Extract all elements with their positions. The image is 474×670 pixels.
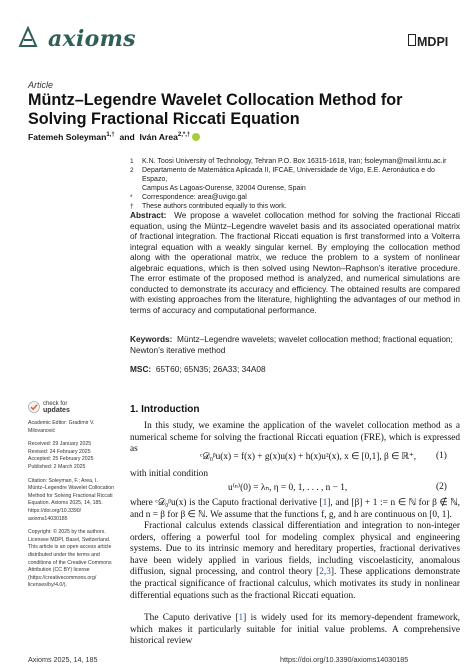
- affiliation-mark: †: [130, 203, 134, 210]
- published-date: Published: 2 March 2025: [28, 463, 86, 470]
- doi-link[interactable]: https://doi.org/10.3390/: [28, 507, 82, 514]
- affiliation-text: K.N. Toosi University of Technology, Tehran P.O. Box 16315-1618, Iran; fsoleyman@mail.kntu.ac.ir: [142, 158, 447, 165]
- journal-name[interactable]: axioms: [48, 26, 136, 52]
- msc-text: 65T60; 65N35; 26A33; 34A08: [155, 364, 266, 374]
- revised-date: Revised: 24 February 2025: [28, 448, 91, 455]
- journal-logo-icon: [18, 26, 38, 48]
- msc-codes: [130, 364, 460, 374]
- keywords-text: Müntz–Legendre wavelets; wavelet collocation method; fractional equation; Newton’s iterative method: [130, 334, 453, 355]
- abstract-label: Abstract:: [130, 210, 167, 220]
- keywords-label: Keywords:: [130, 334, 173, 344]
- author-affiliation-mark: 2,*,†: [177, 132, 191, 139]
- intro-text: with initial condition: [130, 469, 208, 479]
- abstract-text: We propose a wavelet collocation method for solving the fractional Riccati equation, using the Müntz–Legendre wavelet basis and its associated operational matrix of fractional integration. The fractional Riccati equation is first transformed into a Volterra integral equation with a weakly singular kernel. By employing the collocation method along with the operational matrix, we reduce the problem to a system of nonlinear algebraic equations, which is then solved using Newton–Raphson’s iterative procedure. The error estimate of the proposed method is analyzed, and numerical simulations are conducted to demonstrate its accuracy and efficiency. The obtained results are compared with existing approaches from the literature, highlighting the advantages of our method in terms of accuracy and computational performance.: [130, 210, 460, 315]
- intro-paragraph: where ᶜ𝒟₀ᵝu(x) is the Caputo fractional derivative [1], and [β] + 1 := n ∈ ℕ for β ∉ ℕ, and n = β for β ∈ ℕ. We assume that the functions f, g, and h are continuous on [0, 1].: [130, 498, 460, 520]
- keywords: [130, 334, 460, 355]
- equation-number: (2): [436, 482, 447, 492]
- check-for-updates[interactable]: check for updates: [43, 401, 70, 414]
- affiliation-item: [130, 157, 460, 166]
- equation-2: u⁽ⁿ⁾(0) = λₙ, η = 0, 1, . . . , n − 1,: [228, 483, 348, 493]
- equation-number: (1): [436, 451, 447, 461]
- footer-doi-link[interactable]: https://doi.org/10.3390/axioms14030185: [280, 655, 409, 664]
- correspondence-text[interactable]: Correspondence: area@uvigo.gal: [142, 194, 247, 201]
- author-name[interactable]: Iván Area: [139, 132, 178, 142]
- author-affiliation-mark: 1,†: [106, 132, 115, 139]
- footer-citation: Axioms 2025, 14, 185: [28, 655, 98, 664]
- author-conjunction: and: [119, 132, 135, 142]
- intro-paragraph: In this study, we examine the application of the wavelet collocation method as a numerical scheme for solving the fractional Riccati equation (FRE), which is expressed as: [130, 421, 460, 455]
- intro-paragraph: The Caputo derivative [1] is widely used for its memory-dependent framework, which makes it particularly suitable for initial value problems. A comprehensive historical review: [130, 613, 460, 647]
- affiliation-mark: *: [130, 194, 133, 201]
- affiliation-mark: 1: [130, 158, 134, 165]
- license-link[interactable]: (https://creativecommons.org/: [28, 574, 97, 581]
- article-type: Article: [28, 80, 54, 90]
- paper-title: Müntz–Legendre Wavelet Collocation Method for Solving Fractional Riccati Equation: [28, 91, 403, 128]
- affiliation-mark: 2: [130, 167, 134, 174]
- intro-paragraph: Fractional calculus extends classical differentiation and integration to non-integer orders, offering a powerful tool for modeling complex physical and engineering systems. Due to its intrinsic memory and hereditary properties, fractional derivatives have been widely applied in various fields, including viscoelasticity, anomalous diffusion, signal processing, and control theory [2,3]. These applications demonstrate the practical significance of fractional calculus, which motivates its study in nonlinear differential equations such as the fractional Riccati equation.: [130, 521, 460, 601]
- affiliation-text: Departamento de Matemática Aplicada II, IFCAE, Universidade de Vigo, E.E. Aeronáutica e do Espazo, Campus As Lagoas-Ourense, 32004 Ourense, Spain: [142, 167, 435, 192]
- academic-editor: Academic Editor: Gradimir V. Milovanović: [28, 420, 95, 434]
- article-sidebar: [28, 420, 126, 590]
- check-for-updates-icon[interactable]: [28, 401, 40, 413]
- citation-block: Citation: Soleyman, F.; Area, I. Müntz–Legendre Wavelet Collocation Method for Solving Fractional Riccati Equation. Axioms 2025, 14, 185. https://doi.org/10.3390/ axioms14030185: [28, 478, 126, 524]
- copyright-block: Copyright: © 2025 by the authors. Licensee MDPI, Basel, Switzerland. This article is an open access article distributed under the terms and conditions of the Creative Commons Attribution (CC BY) license (https://creativecommons.org/ licenses/by/4.0/).: [28, 529, 126, 590]
- accepted-date: Accepted: 25 February 2025: [28, 456, 94, 463]
- author-list: [28, 132, 200, 142]
- reference-link[interactable]: 2,3: [319, 567, 331, 578]
- section-heading: 1. Introduction: [130, 404, 200, 415]
- received-date: Received: 29 January 2025: [28, 441, 92, 448]
- affiliation-item: [130, 193, 460, 202]
- affiliation-text: These authors contributed equally to this work.: [142, 203, 287, 210]
- publisher-name[interactable]: MDPI: [417, 35, 449, 49]
- license-link[interactable]: licenses/by/4.0/).: [28, 582, 67, 589]
- affiliation-item: [130, 166, 460, 193]
- reference-link[interactable]: 1: [322, 498, 328, 508]
- mdpi-logo-icon[interactable]: [408, 34, 416, 46]
- author-name[interactable]: Fatemeh Soleyman: [28, 132, 107, 142]
- doi-link[interactable]: axioms14030185: [28, 515, 68, 522]
- affiliations: [130, 157, 460, 211]
- msc-label: MSC:: [130, 364, 152, 374]
- equation-1: ᶜ𝒟₀ᵝu(x) = f(x) + g(x)u(x) + h(x)u²(x), x ∈ [0,1], β ∈ ℝ⁺,: [200, 452, 417, 462]
- orcid-icon[interactable]: [192, 133, 200, 141]
- abstract: [130, 210, 460, 315]
- reference-link[interactable]: 1: [238, 613, 244, 623]
